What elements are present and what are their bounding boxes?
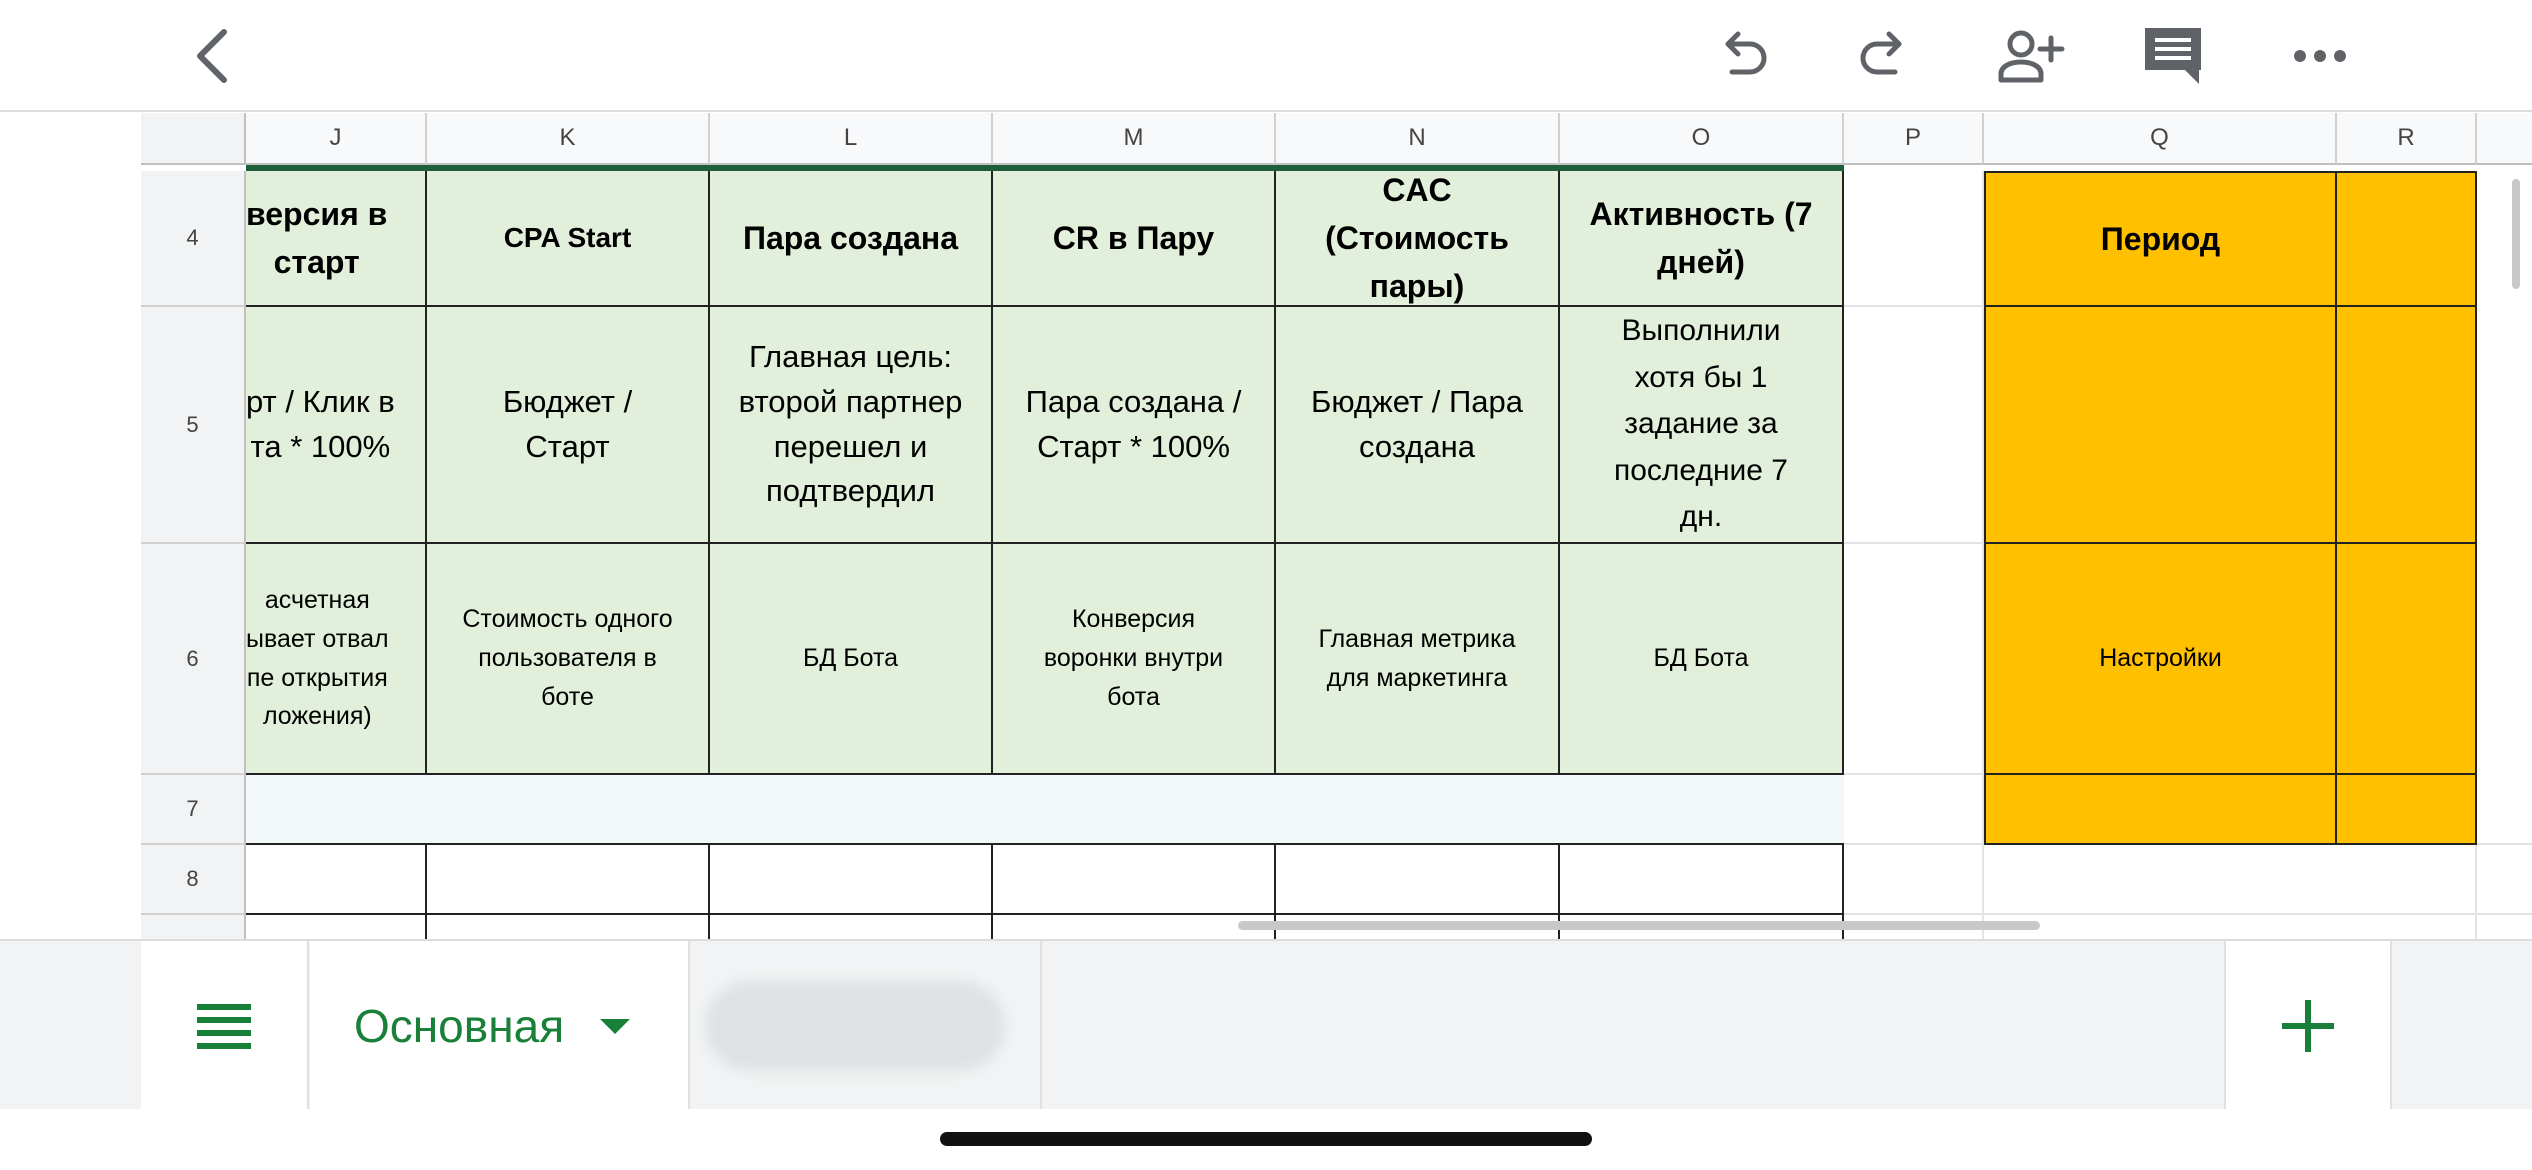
undo-button[interactable] [1702, 16, 1782, 96]
more-horizontal-icon [2292, 48, 2348, 64]
cell-text-line: Бюджет / Пара [1311, 383, 1523, 419]
cell-l8[interactable] [710, 845, 993, 915]
add-person-icon [1995, 26, 2065, 86]
cell-text-line: хотя бы 1 [1634, 360, 1768, 394]
cell-m8[interactable] [993, 845, 1276, 915]
cell-n8[interactable] [1276, 845, 1560, 915]
column-header-p[interactable]: P [1844, 113, 1984, 165]
cell-text-line: Главная метрика [1318, 624, 1516, 653]
cell-text-line: боте [541, 682, 594, 711]
select-all-corner[interactable] [141, 113, 246, 165]
cell-text-line: пользователя в [478, 644, 657, 673]
row-header-9 [141, 915, 246, 939]
row-header-5[interactable]: 5 [141, 307, 246, 544]
cell-j9[interactable] [246, 915, 427, 939]
cell-r5[interactable] [2337, 307, 2477, 544]
top-toolbar [0, 0, 2532, 112]
sheet-tab-bar [0, 939, 2532, 1109]
cell-j8[interactable] [246, 845, 427, 915]
cell-text-line: ывает отвал [246, 624, 389, 653]
cell-m6[interactable] [993, 544, 1276, 775]
cell-text-line: второй партнер [738, 383, 963, 419]
tab-divider [1040, 941, 1042, 1111]
column-header-next [2477, 113, 2532, 165]
cell-o4[interactable] [1560, 171, 1844, 307]
cell-text-line: дней) [1657, 244, 1745, 280]
cell-m5[interactable] [993, 307, 1276, 544]
cell-o5[interactable] [1560, 307, 1844, 544]
cell-text-line: старт [273, 244, 360, 280]
cell-text-line: задание за [1624, 407, 1778, 441]
cell-text-line: Конверсия [1071, 605, 1196, 634]
cell-text-line: для маркетинга [1326, 663, 1508, 692]
cell-text-line: подтвердил [765, 473, 936, 509]
cell-q4[interactable]: Период [1984, 171, 2337, 307]
cell-text-line: пары) [1369, 268, 1465, 304]
cell-m4[interactable]: CR в Пару [993, 171, 1276, 307]
column-header-l[interactable]: L [710, 113, 993, 165]
column-header-m[interactable]: M [993, 113, 1276, 165]
cell-o6[interactable]: БД Бота [1560, 544, 1844, 775]
cell-q5[interactable] [1984, 307, 2337, 544]
cell-k6[interactable] [427, 544, 710, 775]
all-sheets-button[interactable] [141, 941, 309, 1111]
cell-text-line: CAC [1382, 172, 1452, 208]
cell-m9[interactable] [993, 915, 1276, 939]
cell-r4[interactable] [2337, 171, 2477, 307]
column-header-r[interactable]: R [2337, 113, 2477, 165]
comment-icon [2141, 24, 2205, 88]
cell-j6[interactable] [246, 544, 427, 775]
comment-button[interactable] [2133, 16, 2213, 96]
cell-text-line: асчетная [264, 586, 370, 614]
cell-l4[interactable]: Пара создана [710, 171, 993, 307]
cell-text-line: воронки внутри [1043, 644, 1224, 673]
cell-text-line: та * 100% [250, 428, 391, 464]
cell-text-line: (Стоимость [1325, 220, 1509, 256]
cell-text-line: Бюджет / [502, 383, 633, 419]
cell-k9[interactable] [427, 915, 710, 939]
gridline [1844, 913, 2532, 915]
plus-icon [2280, 998, 2336, 1054]
cell-l6[interactable]: БД Бота [710, 544, 993, 775]
home-indicator[interactable] [940, 1132, 1592, 1146]
cell-r7[interactable] [2337, 775, 2477, 845]
column-header-j[interactable]: J [246, 113, 427, 165]
spreadsheet-grid[interactable] [0, 113, 2532, 939]
horizontal-scrollbar[interactable] [1238, 921, 2040, 930]
cell-text-line: пе открытия [246, 663, 388, 692]
cell-n4[interactable] [1276, 171, 1560, 307]
cell-text-line: Стоимость одного [462, 605, 673, 634]
cell-j5[interactable] [246, 307, 427, 544]
redo-button[interactable] [1845, 16, 1925, 96]
cell-l5[interactable] [710, 307, 993, 544]
share-button[interactable] [1990, 16, 2070, 96]
cell-text-line: перешел и [773, 428, 928, 464]
cell-text-line: Активность (7 [1589, 196, 1813, 232]
blurred-sheet-tab[interactable] [705, 981, 1005, 1071]
row-7-band[interactable] [246, 775, 1844, 845]
more-options-button[interactable] [2280, 16, 2360, 96]
cell-l9[interactable] [710, 915, 993, 939]
cell-text-line: бота [1107, 682, 1160, 711]
cell-text-line: версия в [246, 196, 388, 232]
cell-o8[interactable] [1560, 845, 1844, 915]
column-header-n[interactable]: N [1276, 113, 1560, 165]
add-sheet-button[interactable] [2224, 941, 2392, 1111]
gridline [1844, 773, 1984, 775]
sheets-list-icon [195, 1002, 253, 1050]
cell-text-line: Пара создана / [1025, 383, 1242, 419]
cell-n5[interactable] [1276, 307, 1560, 544]
vertical-scrollbar[interactable] [2512, 179, 2520, 289]
row-header-7[interactable]: 7 [141, 775, 246, 845]
column-header-o[interactable]: O [1560, 113, 1844, 165]
cell-n6[interactable] [1276, 544, 1560, 775]
cell-text-line: Главная цель: [748, 338, 953, 374]
sheet-tab-osnovnaya[interactable] [310, 941, 690, 1111]
cell-text-line: рт / Клик в [246, 383, 395, 419]
column-header-k[interactable]: K [427, 113, 710, 165]
column-header-q[interactable]: Q [1984, 113, 2337, 165]
row-header-6[interactable]: 6 [141, 544, 246, 775]
cell-text-line: ложения) [262, 702, 372, 731]
back-button[interactable] [172, 16, 252, 96]
undo-icon [1712, 26, 1772, 86]
cell-q6[interactable]: Настройки [1984, 544, 2337, 775]
row-header-8[interactable]: 8 [141, 845, 246, 915]
cell-text-line: Старт [525, 428, 610, 464]
left-gutter [0, 113, 141, 939]
cell-j4[interactable] [246, 171, 427, 307]
cell-text-line: Старт * 100% [1037, 428, 1230, 464]
cell-k4[interactable]: CPA Start [427, 171, 710, 307]
chevron-left-icon [190, 26, 234, 86]
gridline [1844, 305, 1984, 307]
row-header-4[interactable]: 4 [141, 171, 246, 307]
cell-text-line: дн. [1679, 500, 1723, 534]
cell-k8[interactable] [427, 845, 710, 915]
cell-r6[interactable] [2337, 544, 2477, 775]
cell-k5[interactable] [427, 307, 710, 544]
cell-q7[interactable] [1984, 775, 2337, 845]
sheet-tab-label: Основная [354, 1000, 565, 1052]
cell-text-line: последние 7 [1614, 453, 1788, 487]
redo-icon [1855, 26, 1915, 86]
cell-text-line: Выполнили [1621, 314, 1781, 348]
cell-text-line: создана [1359, 428, 1475, 464]
dropdown-caret-icon[interactable] [600, 1019, 630, 1034]
gridline [1844, 542, 1984, 544]
